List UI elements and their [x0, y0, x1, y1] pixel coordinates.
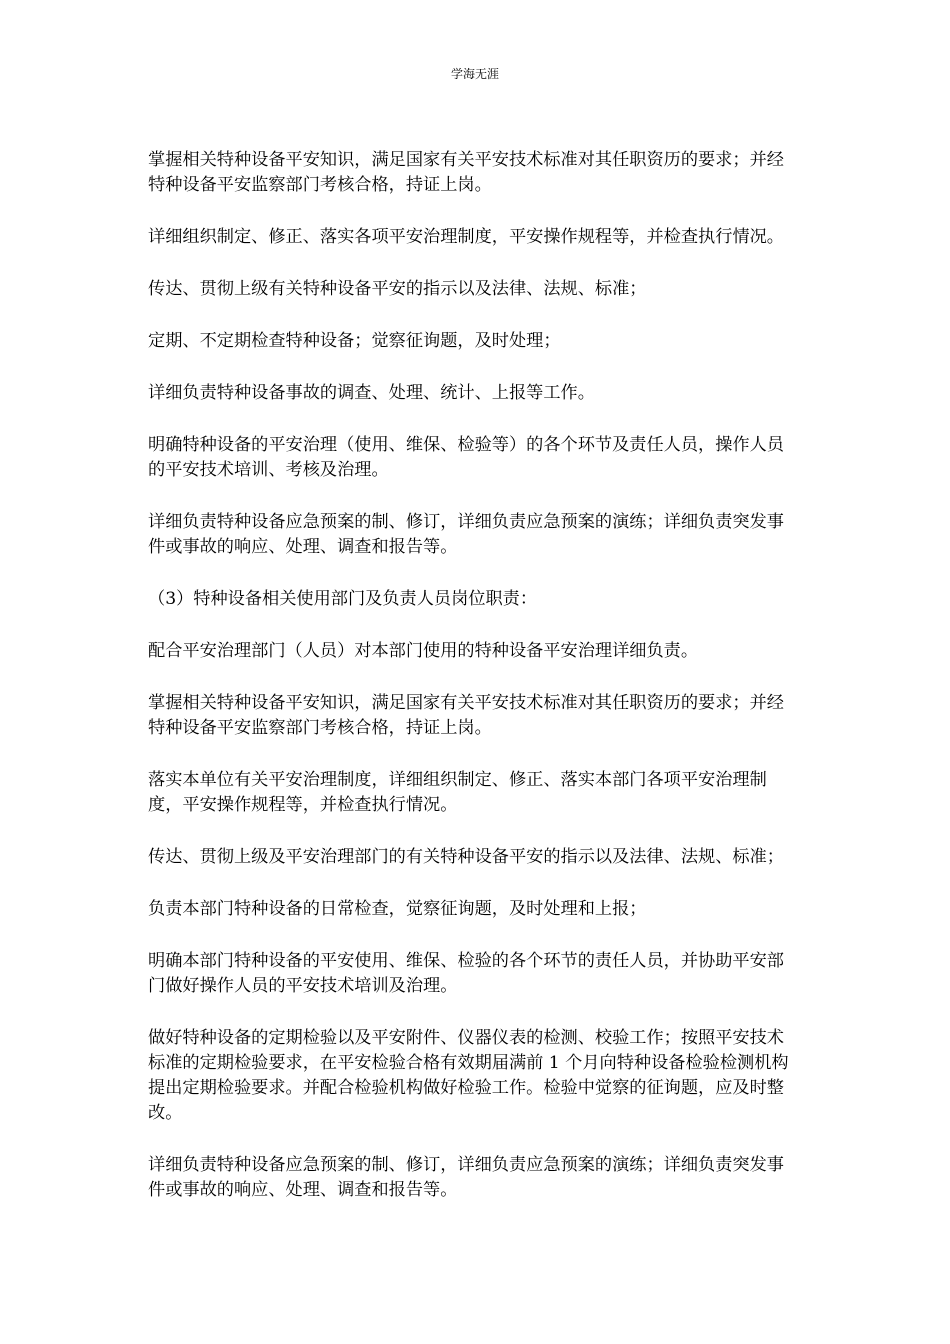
paragraph: 详细负责特种设备事故的调查、处理、统计、上报等工作。	[148, 383, 595, 403]
paragraph: 详细组织制定、修正、落实各项平安治理制度，平安操作规程等，并检查执行情况。	[148, 227, 784, 247]
paragraph: 详细负责特种设备应急预案的制、修订，详细负责应急预案的演练；详细负责突发事件或事故的响应、处理、调查和报告等。	[148, 512, 784, 557]
paragraph: 明确本部门特种设备的平安使用、维保、检验的各个环节的责任人员，并协助平安部门做好操作人员的平安技术培训及治理。	[148, 951, 784, 996]
page-header: 学海无涯	[450, 67, 499, 81]
section-heading: （3）特种设备相关使用部门及负责人员岗位职责：	[148, 589, 538, 609]
paragraph: 明确特种设备的平安治理（使用、维保、检验等）的各个环节及责任人员，操作人员的平安技术培训、考核及治理。	[148, 435, 784, 480]
paragraph: 传达、贯彻上级有关特种设备平安的指示以及法律、法规、标准；	[148, 279, 647, 299]
paragraph: 详细负责特种设备应急预案的制、修订，详细负责应急预案的演练；详细负责突发事件或事故的响应、处理、调查和报告等。	[148, 1155, 784, 1200]
paragraph: 掌握相关特种设备平安知识，满足国家有关平安技术标准对其任职资历的要求；并经特种设备平安监察部门考核合格，持证上岗。	[148, 150, 784, 195]
paragraph: 负责本部门特种设备的日常检查，觉察征询题，及时处理和上报；	[148, 899, 647, 919]
document-body	[148, 148, 800, 1230]
paragraph: 做好特种设备的定期检验以及平安附件、仪器仪表的检测、校验工作；按照平安技术标准的定期检验要求，在平安检验合格有效期届满前 1 个月向特种设备检验检测机构提出定期检验要求。并配合检验机构做好检验工作。检验中觉察的征询题，应及时整改。	[148, 1028, 789, 1123]
paragraph: 定期、不定期检查特种设备；觉察征询题，及时处理；	[148, 331, 561, 351]
paragraph: 掌握相关特种设备平安知识，满足国家有关平安技术标准对其任职资历的要求；并经特种设备平安监察部门考核合格，持证上岗。	[148, 693, 784, 738]
paragraph: 配合平安治理部门（人员）对本部门使用的特种设备平安治理详细负责。	[148, 641, 699, 661]
paragraph: 传达、贯彻上级及平安治理部门的有关特种设备平安的指示以及法律、法规、标准；	[148, 847, 784, 867]
paragraph: 落实本单位有关平安治理制度，详细组织制定、修正、落实本部门各项平安治理制度，平安操作规程等，并检查执行情况。	[148, 770, 767, 815]
